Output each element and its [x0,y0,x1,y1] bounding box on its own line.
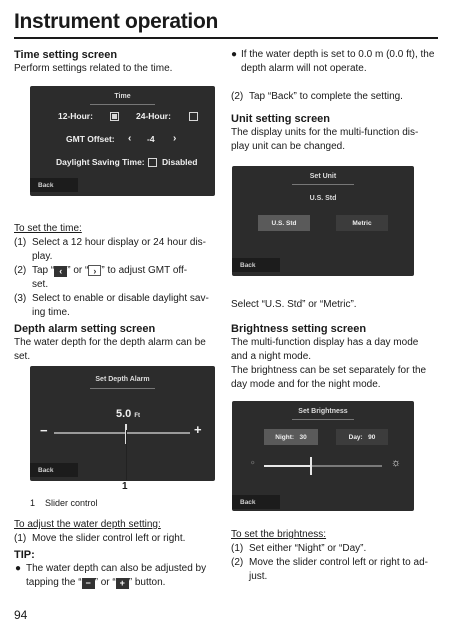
step-text: just. [249,571,268,582]
depth-howto [14,518,224,592]
time-howto [14,222,224,320]
night-value: 30 [299,433,307,441]
step-text: Set either “Night” or “Day”. [249,543,367,554]
step-num: (2) [231,557,244,568]
step-text: Tap “Back” to complete the setting. [249,91,403,102]
depth-intro-line: The water depth for the depth alarm can be [14,337,206,348]
bullet-icon: ● [15,563,22,574]
step-text: Select to enable or disable daylight sav- [32,293,209,304]
text-fragment: tapping the “ [26,577,82,588]
step-num: (3) [14,293,27,304]
step-num: (1) [231,543,244,554]
bullet-icon: ● [231,49,238,60]
brightness-screen-title: Set Brightness [298,408,348,415]
text-fragment: Tap “ [32,265,55,276]
hour12-checkbox[interactable] [110,112,119,121]
brightness-slider-handle[interactable] [310,457,312,475]
text-fragment: ” or “ [67,265,89,276]
title-underline [292,419,354,420]
gmt-value: -4 [147,134,155,144]
brightness-intro-line: The multi-function display has a day mode [231,337,419,348]
unit-intro-line: play unit can be changed. [231,141,345,152]
night-label: Night: [275,433,295,441]
depth-value [116,408,140,420]
brightness-screen [232,401,414,511]
note-text: depth alarm will not operate. [241,63,367,74]
day-label: Day: [348,433,363,441]
step-text: set. [32,279,49,290]
chevron-right-icon: › [88,265,101,276]
text-fragment: ” button. [128,577,166,588]
brightness-section [231,322,443,392]
day-button[interactable] [336,429,388,445]
dim-icon: ☼ [250,460,256,466]
brightness-howto-heading: To set the brightness: [231,529,327,540]
back-button[interactable]: Back [232,495,280,509]
time-section [14,48,219,76]
step-text: Move the slider control left or right. [32,533,186,544]
brightness-intro-line: day mode and for the night mode. [231,379,381,390]
unit-option-metric[interactable]: Metric [336,215,388,231]
time-howto-heading: To set the time: [14,223,82,234]
back-button[interactable]: Back [232,258,280,272]
back-button[interactable]: Back [30,178,78,192]
tip-label: TIP: [14,549,35,561]
chevron-right-icon[interactable]: › [173,133,177,144]
dst-checkbox[interactable] [148,158,157,167]
step-num: (1) [14,237,27,248]
text-fragment: ” or “ [94,577,116,588]
step-text: play. [32,251,53,262]
depth-heading: Depth alarm setting screen [14,323,156,335]
plus-icon: + [116,578,129,589]
slider-track [54,432,190,434]
depth-value-number: 5.0 [116,408,132,420]
step-text: Select a 12 hour display or 24 hour dis- [32,237,206,248]
unit-heading: Unit setting screen [231,113,331,125]
text-fragment: ” to adjust GMT off- [101,265,188,276]
brightness-howto [231,528,443,584]
note-text: If the water depth is set to 0.0 m (0.0 ft), the [241,49,435,60]
unit-screen [232,166,414,276]
plus-button[interactable]: + [194,422,202,437]
callout-number: 1 [122,481,128,492]
step-num: (2) [14,265,27,276]
unit-option-us-std[interactable]: U.S. Std [258,215,310,231]
step-num: (1) [14,533,27,544]
minus-icon: − [82,578,95,589]
back-button[interactable]: Back [30,463,78,477]
title-rule [14,37,438,39]
depth-unit: Ft [134,413,141,419]
depth-section [14,322,224,364]
hour12-label: 12-Hour: [58,111,93,121]
step-text: ing time. [32,307,70,318]
time-heading: Time setting screen [14,49,118,61]
step-num: (2) [231,91,244,102]
figure-legend: 1 Slider control [30,498,98,508]
night-button[interactable] [264,429,318,445]
hour24-checkbox[interactable] [189,112,198,121]
time-intro: Perform settings related to the time. [14,63,173,74]
brightness-intro-line: The brightness can be set separately for the [231,365,427,376]
unit-screen-title: Set Unit [309,173,337,180]
brightness-slider-track [264,465,382,467]
step-text [32,264,187,278]
depth-screen-title: Set Depth Alarm [95,376,150,383]
unit-select-text: Select “U.S. Std” or “Metric”. [231,299,357,310]
title-underline [90,388,155,389]
gmt-label: GMT Offset: [66,134,115,144]
time-screen [30,86,215,196]
dst-label: Daylight Saving Time: [56,157,145,167]
dst-value: Disabled [162,157,198,167]
brightness-heading: Brightness setting screen [231,323,367,335]
title-underline [292,184,354,185]
depth-howto-heading: To adjust the water depth setting: [14,519,161,530]
tip-text [26,576,165,590]
brightness-intro-line: and a night mode. [231,351,312,362]
unit-intro-line: The display units for the multi-function dis- [231,127,419,138]
tip-text: The water depth can also be adjusted by [26,563,207,574]
bright-sun-icon: ☼ [391,457,402,469]
hour24-label: 24-Hour: [136,111,171,121]
chevron-left-icon[interactable]: ‹ [128,133,132,144]
day-value: 90 [368,433,376,441]
unit-section [231,112,443,154]
page-title: Instrument operation [14,10,219,33]
time-screen-title: Time [114,93,131,100]
depth-intro-line: set. [14,351,31,362]
step-row [231,90,441,105]
chevron-left-icon: ‹ [54,266,67,277]
step-text: Move the slider control left or right to ad- [249,557,428,568]
depth-note [231,48,441,78]
depth-screen [30,366,215,481]
minus-button[interactable]: − [40,423,48,438]
page-number: 94 [14,608,28,622]
title-underline [90,104,155,105]
brightness-slider-fill [264,465,311,467]
callout-line [126,430,127,480]
unit-current: U.S. Std [309,195,337,202]
